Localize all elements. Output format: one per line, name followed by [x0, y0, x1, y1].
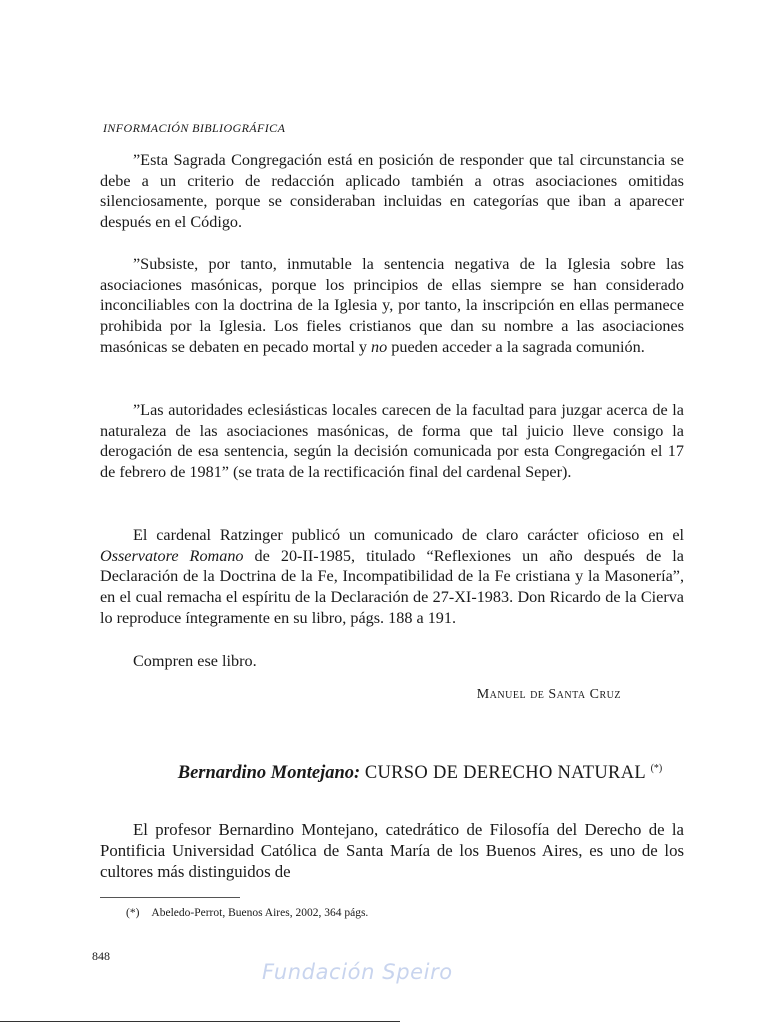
publisher-watermark: Fundación Speiro	[262, 960, 453, 984]
body-paragraph: Compren ese libro.	[133, 652, 257, 670]
review-author: Bernardino Montejano:	[177, 763, 361, 784]
author-signature: Manuel de Santa Cruz	[476, 687, 621, 702]
body-paragraph: El cardenal Ratzinger publicó un comunicado de claro carácter oficioso en el Osservatore Romano de 20-II-1985, titulado “Reflexiones un año después de la Declaración de la Doctrina de la Fe, Incompatibilidad de la Fe cristiana y la Masonería”, en el cual remacha el espíritu de la Declaración de 27-XI-1983. Don Ricardo de la Cierva lo reproduce íntegramente en su libro, págs. 188 a 191.	[100, 526, 684, 627]
footnote-divider	[100, 897, 240, 898]
body-paragraph: ”Esta Sagrada Congregación está en posición de responder que tal circunstancia se debe a un criterio de redacción aplicado también a otras asociaciones omitidas silenciosamente, porque se consideraban incluidas en categorías que iban a aparecer después en el Código.	[100, 151, 684, 232]
running-head: INFORMACIÓN BIBLIOGRÁFICA	[103, 121, 286, 135]
footnote-text: Abeledo-Perrot, Buenos Aires, 2002, 364 págs.	[151, 907, 369, 919]
review-book-title: CURSO DE DERECHO NATURAL	[364, 763, 646, 784]
review-heading	[100, 758, 740, 784]
bottom-edge-rule	[0, 1021, 400, 1022]
emphasis: no	[367, 337, 392, 356]
footnote-reference-mark: (*)	[650, 763, 663, 774]
footnote	[126, 907, 368, 919]
emphasis: Osservatore Romano	[100, 546, 244, 565]
body-paragraph: ”Las autoridades eclesiásticas locales carecen de la facultad para juzgar acerca de la naturaleza de las asociaciones masónicas, de forma que tal juicio lleve consigo la derogación de esa sentencia, según la decisión comunicada por esta Congregación el 17 de febrero de 1981” (se trata de la rectificación final del cardenal Seper).	[100, 401, 684, 482]
footnote-mark: (*)	[126, 907, 140, 919]
body-paragraph: ”Subsiste, por tanto, inmutable la sentencia negativa de la Iglesia sobre las asociaciones masónicas, porque los principios de ellas siempre se han considerado inconciliables con la doctrina de la Iglesia y, por tanto, la inscripción en ellas permanece prohibida por la Iglesia. Los fieles cristianos que dan su nombre a las asociaciones masónicas se debaten en pecado mortal y no pueden acceder a la sagrada comunión.	[100, 255, 684, 356]
page-number: 848	[92, 949, 110, 963]
review-opening-paragraph: El profesor Bernardino Montejano, catedrático de Filosofía del Derecho de la Pontificia Universidad Católica de Santa María de los Buenos Aires, es uno de los cultores más distinguidos de	[100, 820, 684, 881]
